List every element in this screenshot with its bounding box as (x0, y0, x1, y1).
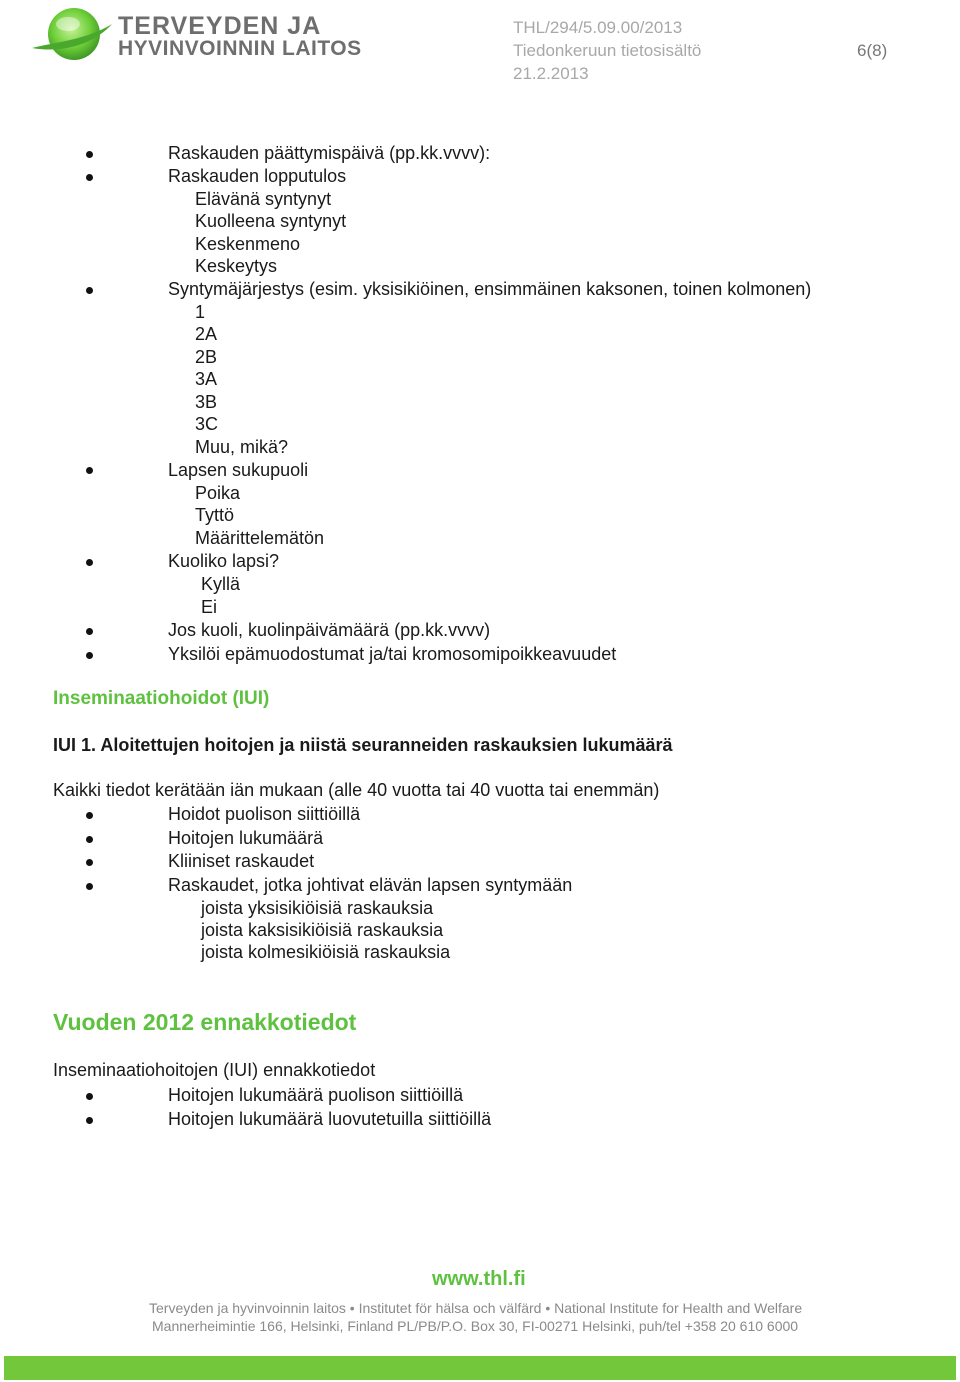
footer-url: www.thl.fi (432, 1268, 526, 1290)
list-item: Raskaudet, jotka johtivat elävän lapsen syntymään (168, 875, 573, 895)
list-subitem: Määrittelemätön (195, 528, 325, 548)
list-item: Syntymäjärjestys (esim. yksisikiöinen, ensimmäinen kaksonen, toinen kolmonen) (168, 279, 812, 299)
list-subitem: Keskenmeno (195, 234, 301, 254)
list-item: Hoitojen lukumäärä puolison siittiöillä (168, 1085, 464, 1105)
list-item: Kliiniset raskaudet (168, 851, 315, 871)
doc-title: Tiedonkeruun tietosisältö (513, 41, 702, 60)
bullet-icon (86, 859, 93, 866)
org-name-line2: HYVINVOINNIN LAITOS (118, 37, 362, 60)
list-subitem: 2A (195, 324, 218, 344)
list-subitem: joista kolmesikiöisiä raskauksia (201, 942, 451, 962)
list-item: Hoitojen lukumäärä (168, 828, 324, 848)
bullet-icon (86, 287, 93, 294)
list-subitem: Tyttö (195, 505, 235, 525)
list-item: Raskauden lopputulos (168, 166, 347, 186)
bullet-icon (86, 1117, 93, 1124)
footer-green-bar (4, 1356, 956, 1380)
section-subheading: IUI 1. Aloitettujen hoitojen ja niistä seuranneiden raskauksien lukumäärä (53, 735, 673, 755)
section-heading: Inseminaatiohoidot (IUI) (53, 688, 270, 709)
list-item: Hoidot puolison siittiöillä (168, 804, 361, 824)
footer-line2: Mannerheimintie 166, Helsinki, Finland PL/PB/P.O. Box 30, FI-00271 Helsinki, puh/tel +358 20 610 6000 (152, 1318, 799, 1334)
org-name-line1: TERVEYDEN JA (118, 12, 322, 40)
section-intro: Kaikki tiedot kerätään iän mukaan (alle 40 vuotta tai 40 vuotta tai enemmän) (53, 780, 660, 800)
section-heading: Vuoden 2012 ennakkotiedot (53, 1009, 357, 1035)
list-subitem: 3B (195, 392, 218, 412)
list-subitem: 1 (195, 302, 206, 322)
list-subitem: Kyllä (201, 574, 241, 594)
page-number: 6(8) (857, 41, 888, 60)
thl-logo-icon (26, 2, 114, 64)
list-item: Jos kuoli, kuolinpäivämäärä (pp.kk.vvvv) (168, 620, 491, 640)
section-intro: Inseminaatiohoitojen (IUI) ennakkotiedot (53, 1060, 376, 1080)
list-subitem: 3A (195, 369, 218, 389)
bullet-icon (86, 836, 93, 843)
list-subitem: Poika (195, 483, 241, 503)
footer-line1: Terveyden ja hyvinvoinnin laitos • Institutet för hälsa och välfärd • National Institute for Health and Welfare (149, 1300, 803, 1316)
bullet-icon (86, 883, 93, 890)
list-item: Yksilöi epämuodostumat ja/tai kromosomipoikkeavuudet (168, 644, 617, 664)
list-subitem: Ei (201, 597, 218, 617)
bullet-icon (86, 559, 93, 566)
list-item: Lapsen sukupuoli (168, 460, 309, 480)
doc-id: THL/294/5.09.00/2013 (513, 18, 683, 37)
list-item: Hoitojen lukumäärä luovutetuilla siittiöillä (168, 1109, 492, 1129)
list-subitem: joista kaksisikiöisiä raskauksia (201, 920, 444, 940)
doc-date: 21.2.2013 (513, 64, 589, 83)
list-subitem: Muu, mikä? (195, 437, 289, 457)
bullet-icon (86, 467, 93, 474)
list-item: Kuoliko lapsi? (168, 551, 280, 571)
bullet-icon (86, 151, 93, 158)
list-subitem: Kuolleena syntynyt (195, 211, 347, 231)
bullet-icon (86, 812, 93, 819)
list-subitem: 3C (195, 414, 219, 434)
bullet-icon (86, 652, 93, 659)
list-subitem: Keskeytys (195, 256, 278, 276)
bullet-icon (86, 628, 93, 635)
bullet-icon (86, 1093, 93, 1100)
list-subitem: joista yksisikiöisiä raskauksia (201, 898, 434, 918)
list-item: Raskauden päättymispäivä (pp.kk.vvvv): (168, 143, 491, 163)
list-subitem: Elävänä syntynyt (195, 189, 332, 209)
bullet-icon (86, 174, 93, 181)
list-subitem: 2B (195, 347, 218, 367)
